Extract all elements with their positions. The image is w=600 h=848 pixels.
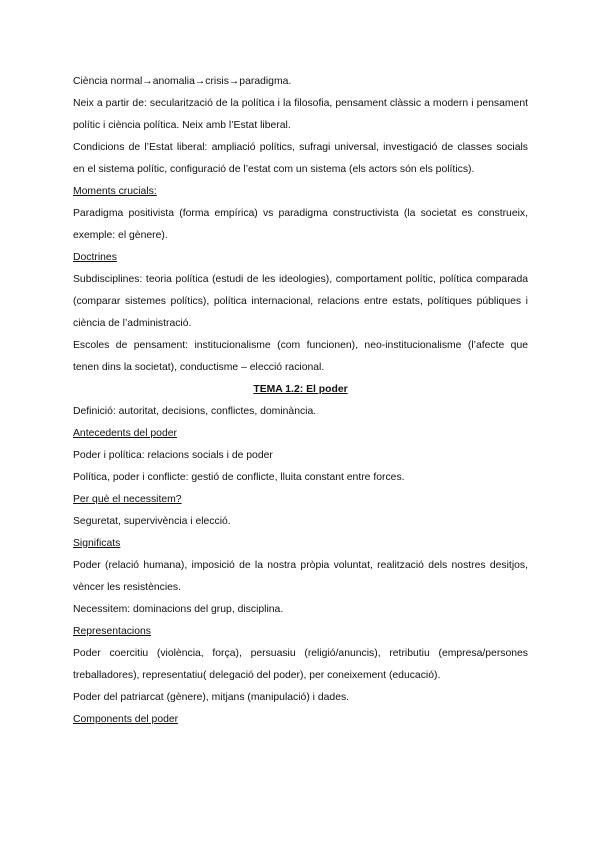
paragraph: Poder i política: relacions socials i de poder	[73, 450, 273, 461]
paragraph: Condicions de l’Estat liberal: ampliació polítics, sufragi universal, investigació de classes socials en el sistema polític, configuració de l’estat com un sistema (els actors són els polítics).	[73, 142, 528, 175]
section-heading: Antecedents del poder	[73, 428, 177, 439]
paragraph: Paradigma positivista (forma empírica) vs paradigma constructivista (la societat es construeix, exemple: el gènere).	[73, 208, 528, 241]
section-heading: Significats	[73, 538, 121, 549]
paragraph: Subdisciplines: teoria política (estudi de les ideologies), comportament polític, política comparada (comparar sistemes polítics), política internacional, relacions entre estats, polítiques públiques i ciència de l’administració.	[73, 274, 528, 329]
section-heading: Doctrines	[73, 252, 117, 263]
paragraph: Poder coercitiu (violència, força), persuasiu (religió/anuncis), retributiu (empresa/persones treballadores), representatiu( delegació del poder), per coneixement (educació).	[73, 648, 528, 681]
topic-title: TEMA 1.2: El poder	[253, 384, 348, 395]
paragraph: Neix a partir de: secularització de la política i la filosofia, pensament clàssic a modern i pensament polític i ciència política. Neix amb l’Estat liberal.	[73, 98, 528, 131]
paragraph: Política, poder i conflicte: gestió de conflicte, lluita constant entre forces.	[73, 472, 405, 483]
paragraph: Ciència normal→anomalia→crisis→paradigma.	[73, 76, 292, 87]
paragraph: Escoles de pensament: institucionalisme (com funcionen), neo-institucionalisme (l’afecte que tenen dins la societat), conductisme – elecció racional.	[73, 340, 528, 373]
section-heading: Moments crucials:	[73, 186, 157, 197]
section-heading: Representacions	[73, 626, 151, 637]
section-heading: Per què el necessitem?	[73, 494, 182, 505]
paragraph: Poder del patriarcat (gènere), mitjans (manipulació) i dades.	[73, 692, 350, 703]
paragraph: Poder (relació humana), imposició de la nostra pròpia voluntat, realització dels nostres desitjos, vèncer les resistències.	[73, 560, 528, 593]
paragraph: Seguretat, supervivència i elecció.	[73, 516, 231, 527]
section-heading: Components del poder	[73, 714, 179, 725]
paragraph: Necessitem: dominacions del grup, disciplina.	[73, 604, 284, 615]
paragraph: Definició: autoritat, decisions, conflictes, dominància.	[73, 406, 317, 417]
